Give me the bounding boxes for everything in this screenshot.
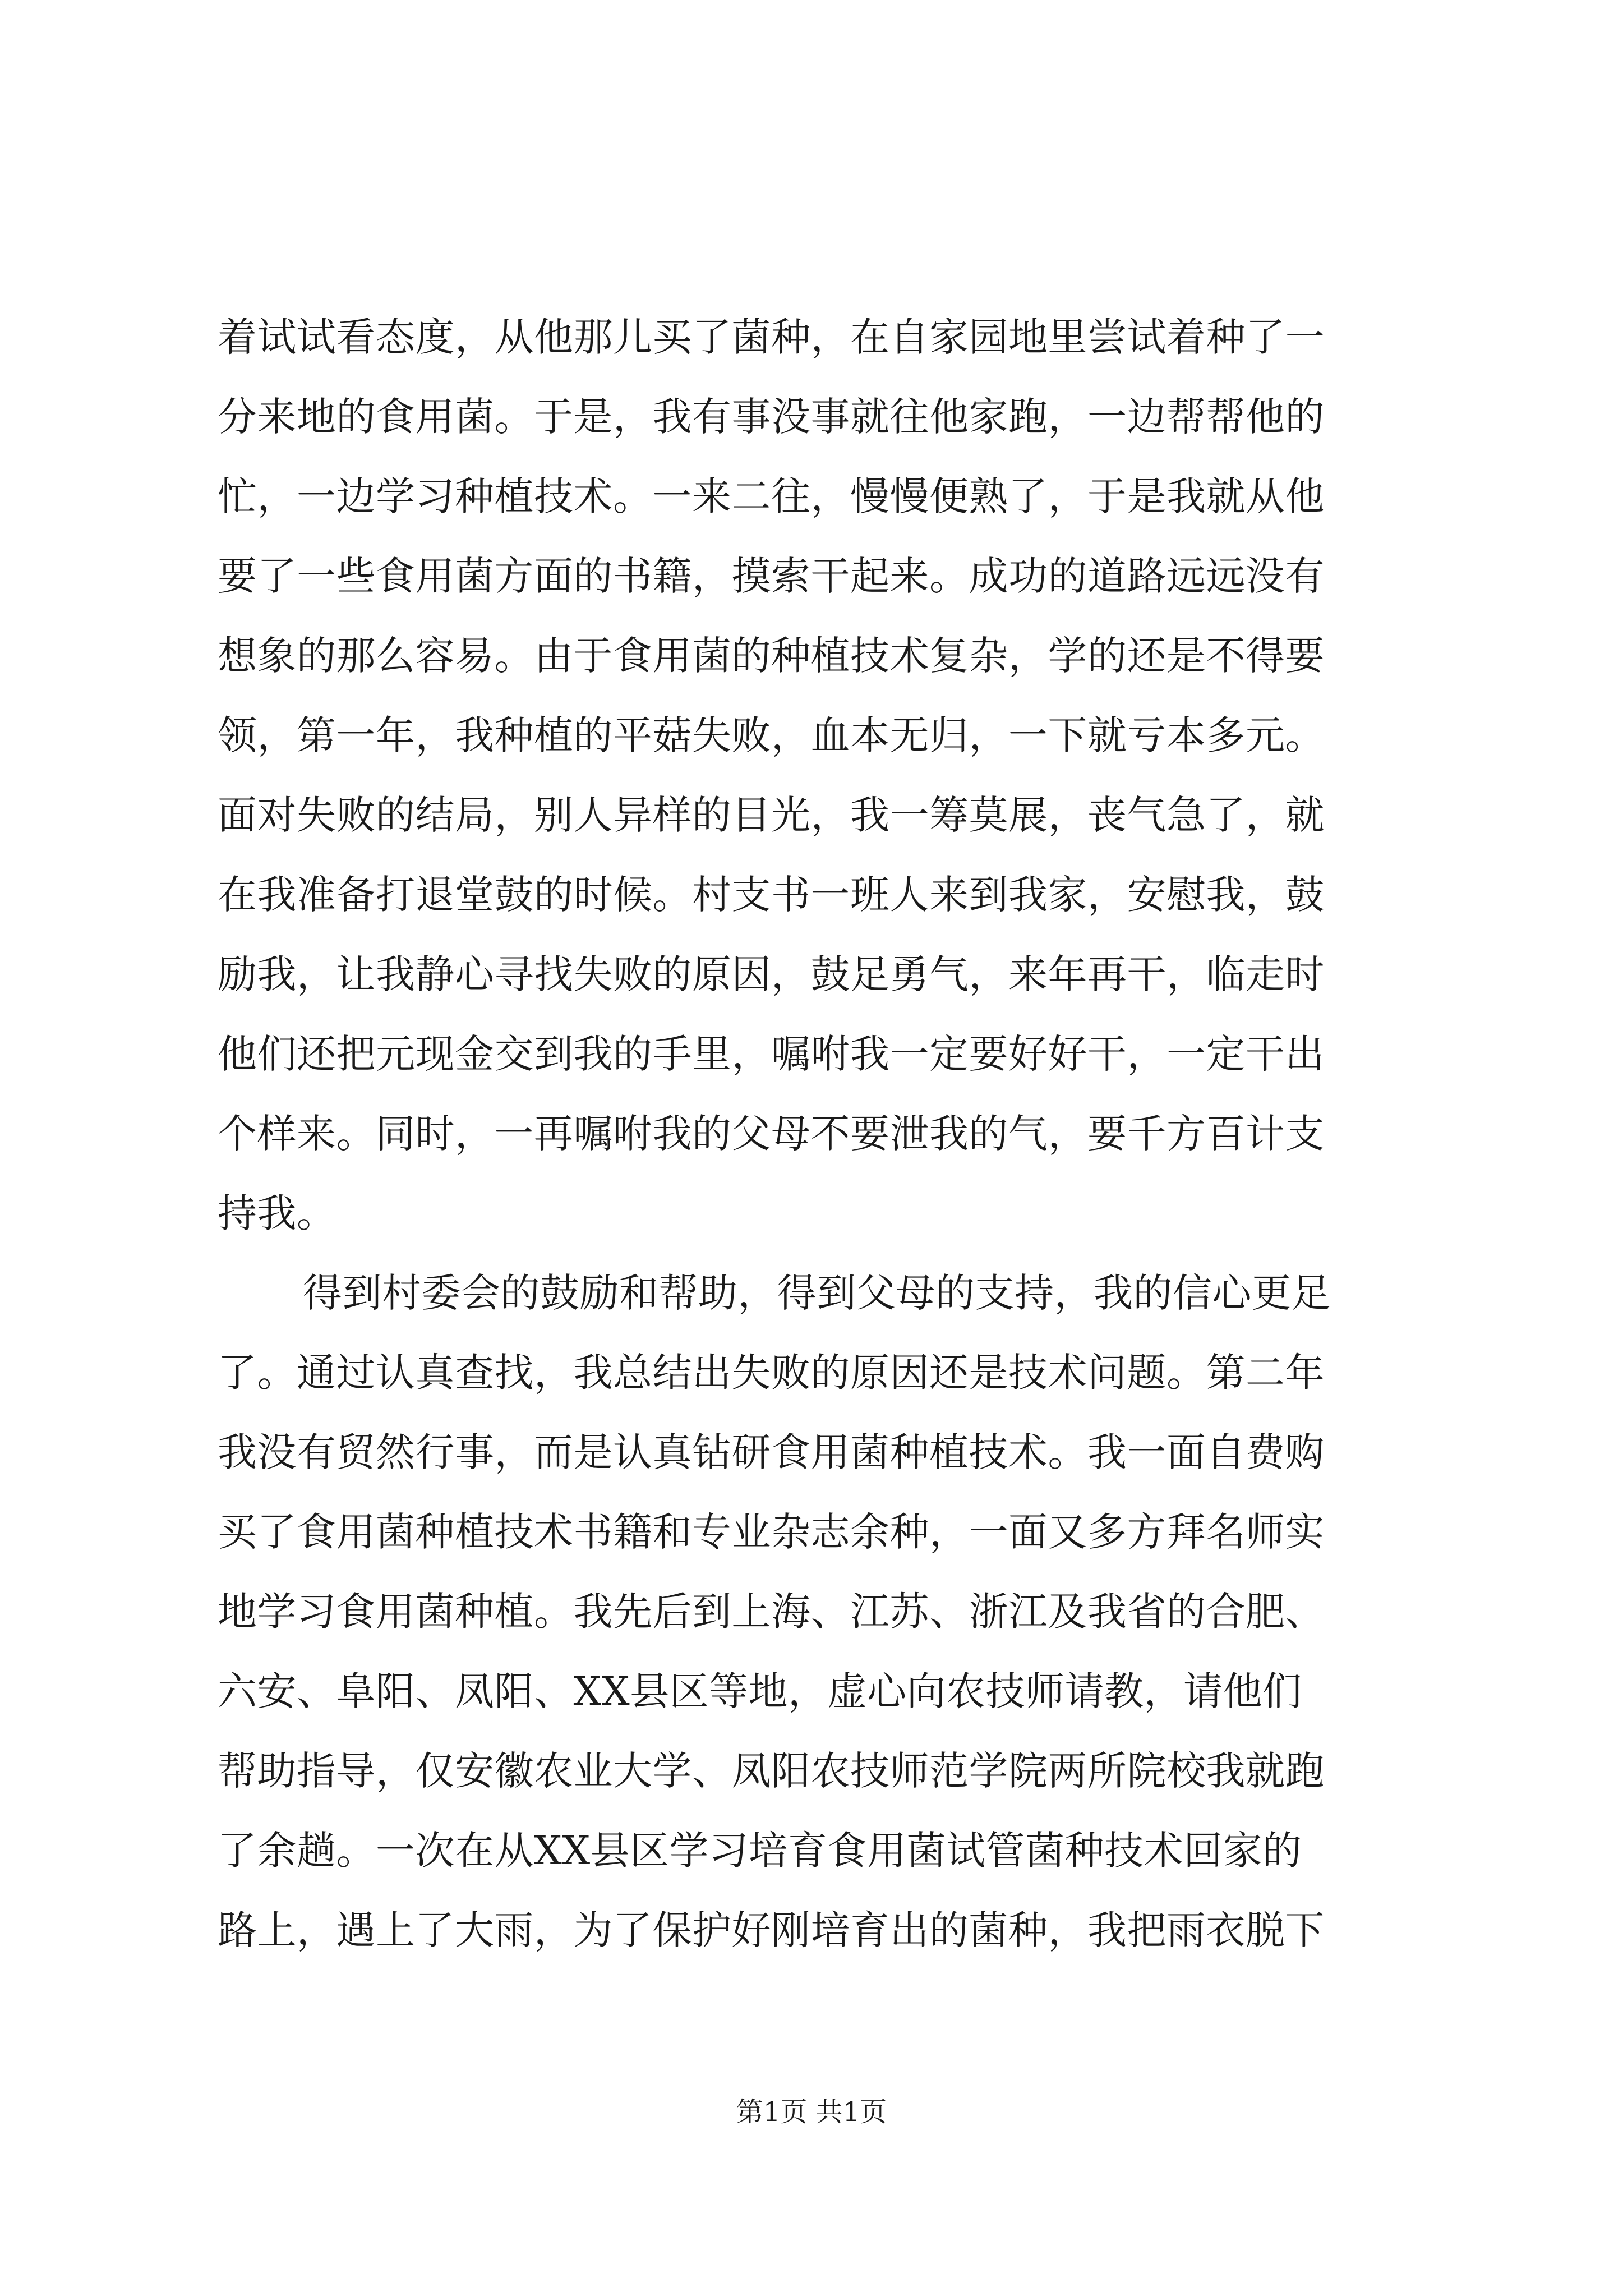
- paragraph-2-line-8: 了余趟。一次在从XX县区学习培育食用菌试管菌种技术回家的: [218, 1828, 1302, 1874]
- paragraph-1-line-1: 着试试看态度，从他那儿买了菌种，在自家园地里尝试着种了一: [218, 314, 1325, 360]
- paragraph-1-line-4: 要了一些食用菌方面的书籍，摸索干起来。成功的道路远远没有: [218, 553, 1325, 599]
- page-footer: [0, 2095, 1623, 2129]
- document-body: [218, 297, 1418, 1970]
- paragraph-2-line-9: 路上，遇上了大雨，为了保护好刚培育出的菌种，我把雨衣脱下: [218, 1907, 1325, 1953]
- paragraph-1-line-10: 他们还把元现金交到我的手里，嘱咐我一定要好好干，一定干出: [218, 1031, 1325, 1077]
- paragraph-1-line-7: 面对失败的结局，别人异样的目光，我一筹莫展，丧气急了，就: [218, 792, 1325, 838]
- paragraph-1-line-11: 个样来。同时，一再嘱咐我的父母不要泄我的气，要千方百计支: [218, 1111, 1325, 1157]
- paragraph-1-line-9: 励我，让我静心寻找失败的原因，鼓足勇气，来年再干，临走时: [218, 951, 1325, 997]
- paragraph-1-line-3: 忙，一边学习种植技术。一来二往，慢慢便熟了，于是我就从他: [218, 473, 1325, 519]
- paragraph-1-line-5: 想象的那么容易。由于食用菌的种植技术复杂，学的还是不得要: [218, 633, 1325, 679]
- paragraph-2-line-1: 得到村委会的鼓励和帮助，得到父母的支持，我的信心更足: [303, 1270, 1331, 1316]
- paragraph-2-line-7: 帮助指导，仅安徽农业大学、凤阳农技师范学院两所院校我就跑: [218, 1748, 1325, 1794]
- paragraph-1-line-6: 领，第一年，我种植的平菇失败，血本无归，一下就亏本多元。: [218, 712, 1325, 758]
- paragraph-2-line-5: 地学习食用菌种植。我先后到上海、江苏、浙江及我省的合肥、: [218, 1589, 1325, 1635]
- page-number-label: 第1页 共1页: [736, 2096, 887, 2128]
- paragraph-1-line-12: 持我。: [218, 1190, 336, 1236]
- paragraph-1-line-8: 在我准备打退堂鼓的时候。村支书一班人来到我家，安慰我，鼓: [218, 872, 1325, 918]
- paragraph-2-line-6: 六安、阜阳、凤阳、XX县区等地，虚心向农技师请教，请他们: [218, 1668, 1302, 1714]
- paragraph-2-line-2: 了。通过认真查找，我总结出失败的原因还是技术问题。第二年: [218, 1350, 1325, 1396]
- paragraph-1-line-2: 分来地的食用菌。于是，我有事没事就往他家跑，一边帮帮他的: [218, 394, 1325, 440]
- paragraph-2-line-3: 我没有贸然行事，而是认真钻研食用菌种植技术。我一面自费购: [218, 1429, 1325, 1475]
- paragraph-2-line-4: 买了食用菌种植技术书籍和专业杂志余种，一面又多方拜名师实: [218, 1509, 1325, 1555]
